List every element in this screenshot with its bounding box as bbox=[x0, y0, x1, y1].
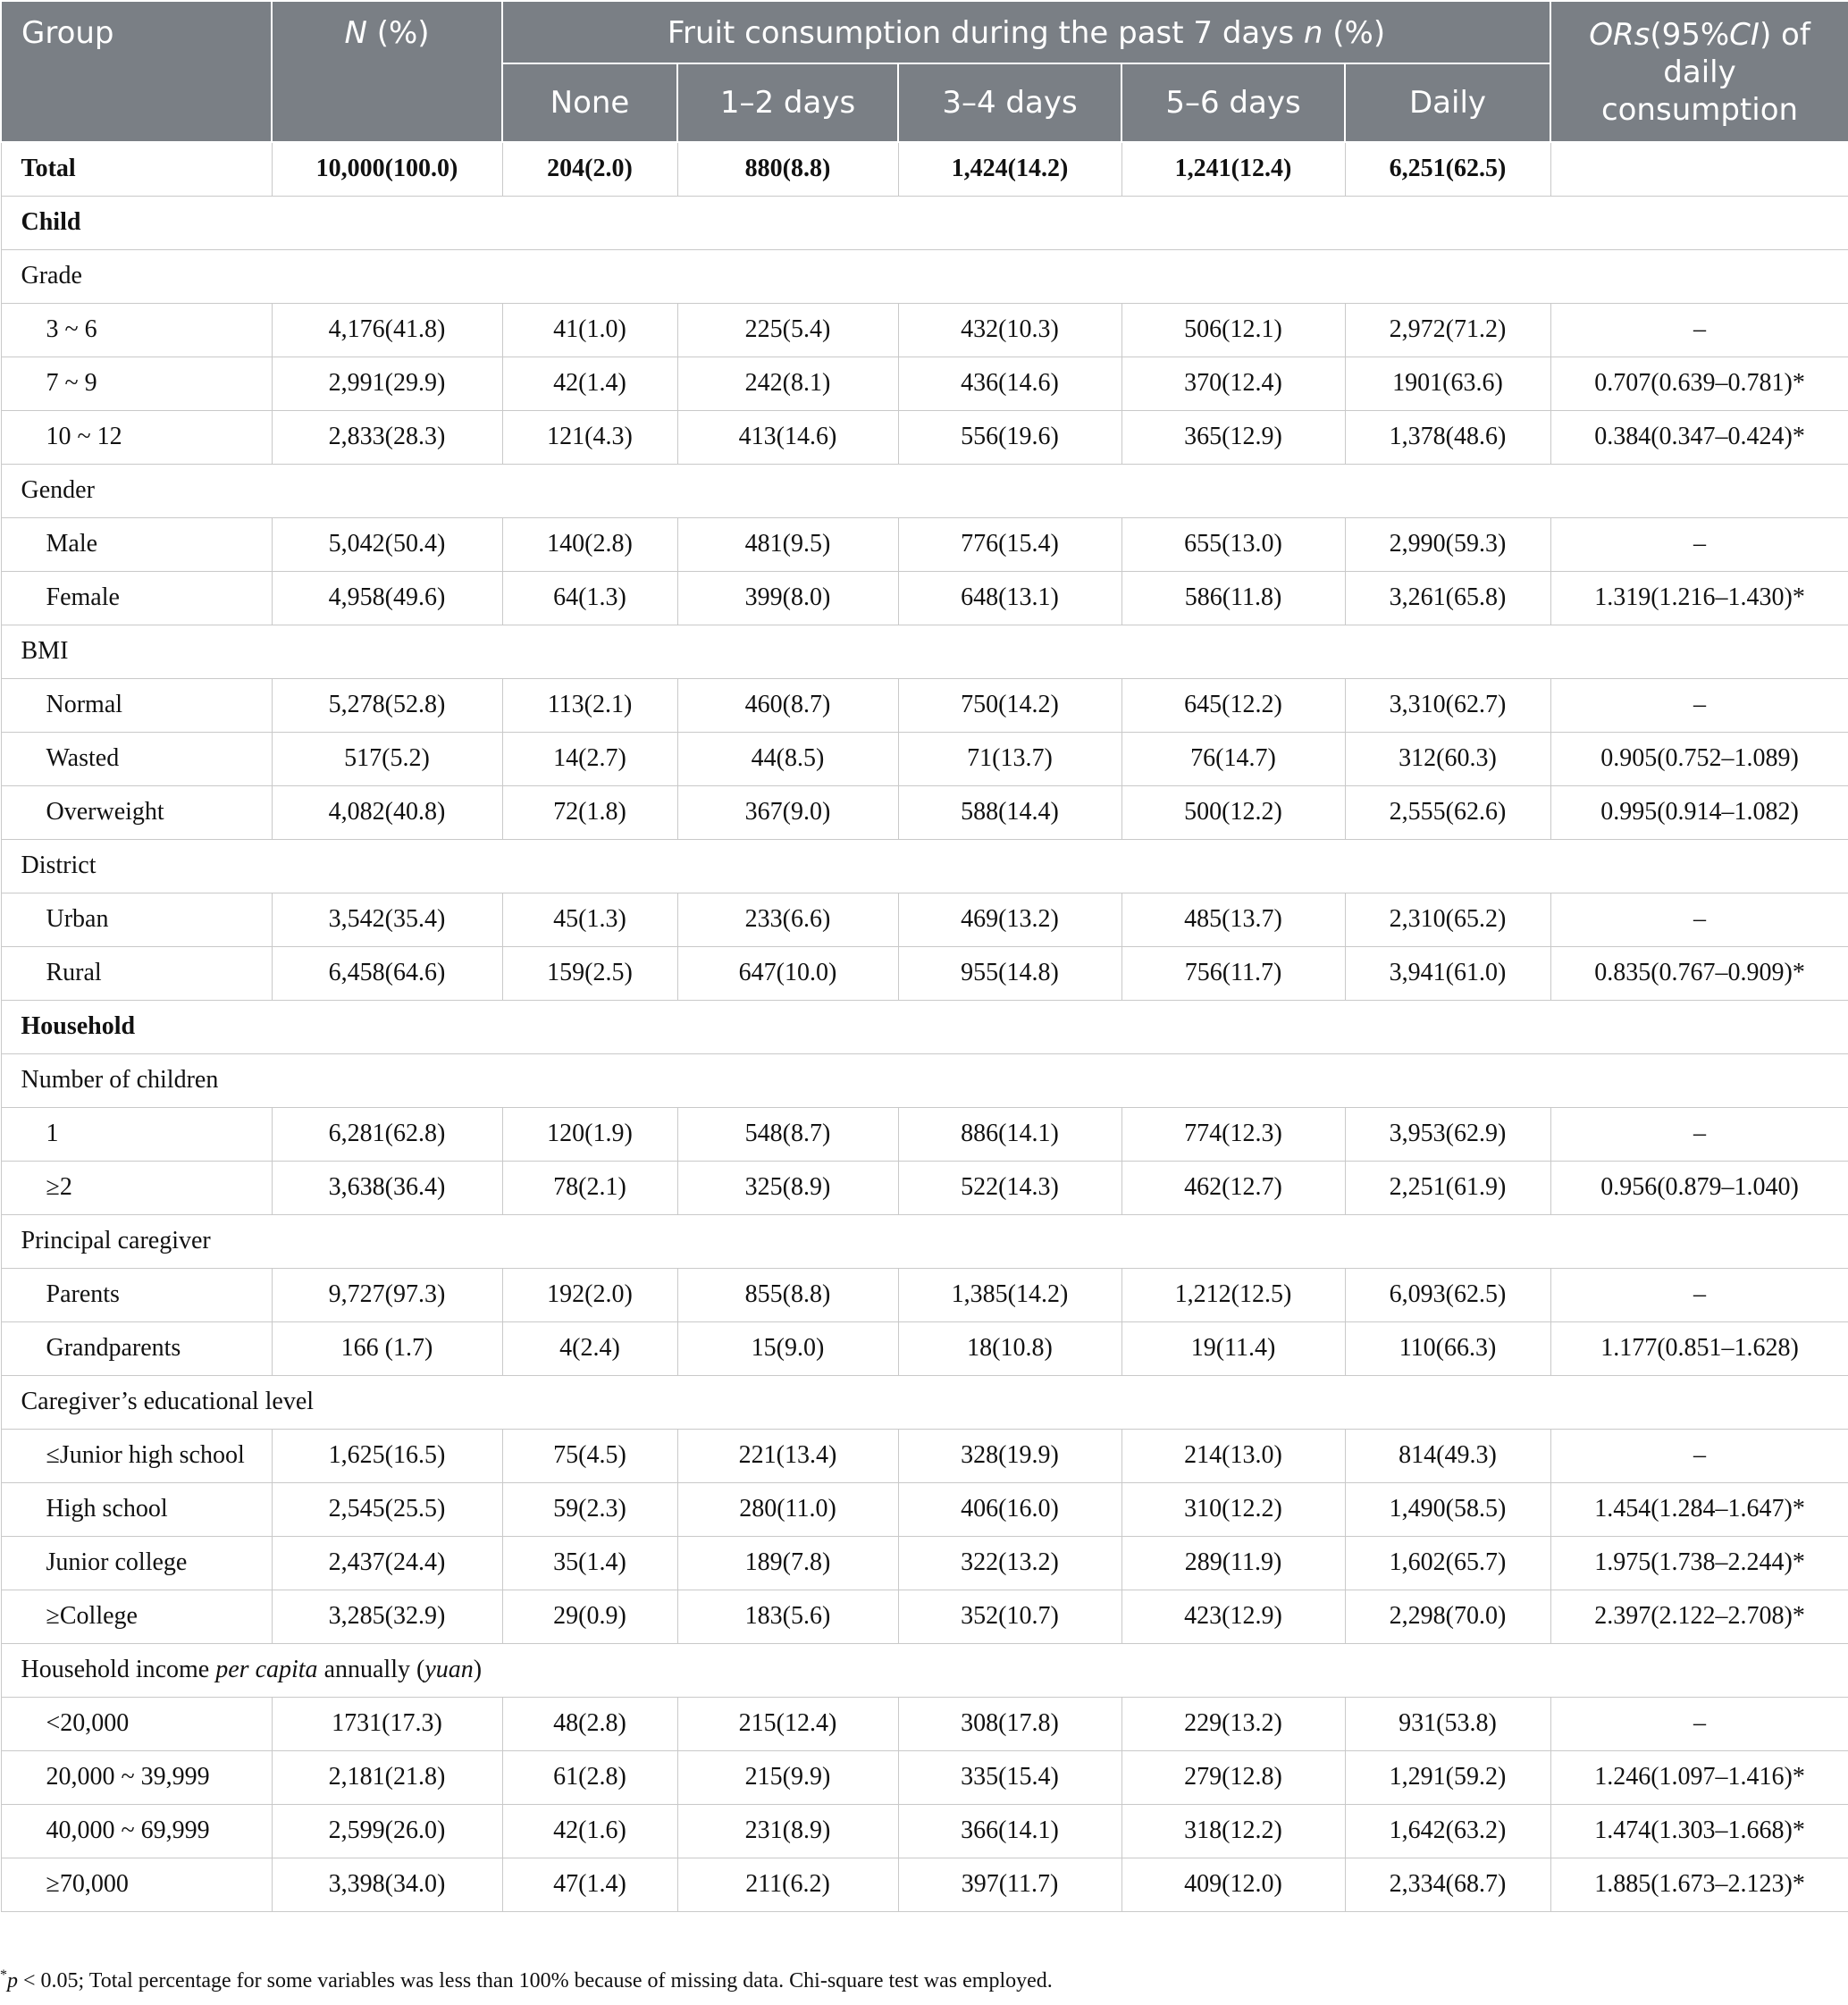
none-cell: 61(2.8) bbox=[502, 1750, 677, 1804]
section-label bbox=[1, 196, 1848, 249]
one-two-days-cell: 880(8.8) bbox=[677, 142, 898, 196]
none-cell: 42(1.4) bbox=[502, 357, 677, 410]
one-two-days-cell: 215(9.9) bbox=[677, 1750, 898, 1804]
daily-cell: 1,642(63.2) bbox=[1345, 1804, 1550, 1858]
none-cell: 192(2.0) bbox=[502, 1268, 677, 1321]
table-row bbox=[1, 357, 1848, 410]
or-ci-cell: 1.454(1.284–1.647)* bbox=[1550, 1482, 1848, 1536]
five-six-days-cell: 1,212(12.5) bbox=[1121, 1268, 1345, 1321]
daily-cell: 3,310(62.7) bbox=[1345, 678, 1550, 732]
three-four-days-cell: 432(10.3) bbox=[898, 303, 1121, 357]
label-part: District bbox=[21, 851, 97, 879]
n-percent-cell: 5,042(50.4) bbox=[272, 517, 502, 571]
ci-italic: CI bbox=[1729, 17, 1760, 53]
row-label: 20,000 ~ 39,999 bbox=[1, 1750, 272, 1804]
daily-cell: 6,251(62.5) bbox=[1345, 142, 1550, 196]
five-six-days-cell: 214(13.0) bbox=[1121, 1429, 1345, 1482]
row-label: Rural bbox=[1, 946, 272, 1000]
three-four-days-cell: 328(19.9) bbox=[898, 1429, 1121, 1482]
daily-cell: 814(49.3) bbox=[1345, 1429, 1550, 1482]
five-six-days-cell: 500(12.2) bbox=[1121, 785, 1345, 839]
none-cell: 120(1.9) bbox=[502, 1107, 677, 1161]
n-percent-cell: 2,991(29.9) bbox=[272, 357, 502, 410]
n-percent-rest: (%) bbox=[366, 15, 430, 51]
label-part: Child bbox=[21, 208, 81, 236]
five-six-days-cell: 365(12.9) bbox=[1121, 410, 1345, 464]
label-part: Principal caregiver bbox=[21, 1227, 211, 1254]
or-column-header bbox=[1550, 1, 1848, 142]
or-ci-cell: 2.397(2.122–2.708)* bbox=[1550, 1590, 1848, 1643]
three-four-days-cell: 335(15.4) bbox=[898, 1750, 1121, 1804]
or-ci-cell: 0.956(0.879–1.040) bbox=[1550, 1161, 1848, 1214]
or-ci-cell: 0.995(0.914–1.082) bbox=[1550, 785, 1848, 839]
one-two-days-cell: 15(9.0) bbox=[677, 1321, 898, 1375]
n-percent-cell: 1,625(16.5) bbox=[272, 1429, 502, 1482]
table-row bbox=[1, 1804, 1848, 1858]
category-row bbox=[1, 1053, 1848, 1107]
one-two-days-cell: 233(6.6) bbox=[677, 893, 898, 946]
row-label: <20,000 bbox=[1, 1697, 272, 1750]
table-row bbox=[1, 1697, 1848, 1750]
or-ci-cell: 1.474(1.303–1.668)* bbox=[1550, 1804, 1848, 1858]
daily-cell: 2,555(62.6) bbox=[1345, 785, 1550, 839]
daily-cell: 2,298(70.0) bbox=[1345, 1590, 1550, 1643]
n-percent-cell: 3,285(32.9) bbox=[272, 1590, 502, 1643]
subheader-5-6-days: 5–6 days bbox=[1121, 63, 1345, 142]
daily-cell: 1,490(58.5) bbox=[1345, 1482, 1550, 1536]
row-label: Urban bbox=[1, 893, 272, 946]
category-row bbox=[1, 464, 1848, 517]
daily-cell: 2,972(71.2) bbox=[1345, 303, 1550, 357]
three-four-days-cell: 322(13.2) bbox=[898, 1536, 1121, 1590]
label-part: yuan bbox=[424, 1656, 474, 1683]
row-label: Total bbox=[1, 142, 272, 196]
table-row bbox=[1, 1536, 1848, 1590]
n-percent-column-header bbox=[272, 1, 502, 142]
subheader-3-4-days: 3–4 days bbox=[898, 63, 1121, 142]
or-ci-cell: 1.177(0.851–1.628) bbox=[1550, 1321, 1848, 1375]
one-two-days-cell: 189(7.8) bbox=[677, 1536, 898, 1590]
category-label bbox=[1, 464, 1848, 517]
one-two-days-cell: 399(8.0) bbox=[677, 571, 898, 625]
label-part: Household bbox=[21, 1012, 136, 1040]
row-label: 3 ~ 6 bbox=[1, 303, 272, 357]
n-percent-cell: 10,000(100.0) bbox=[272, 142, 502, 196]
category-label bbox=[1, 1053, 1848, 1107]
one-two-days-cell: 280(11.0) bbox=[677, 1482, 898, 1536]
or-ci-cell: 1.246(1.097–1.416)* bbox=[1550, 1750, 1848, 1804]
label-part: BMI bbox=[21, 637, 69, 665]
row-label: 40,000 ~ 69,999 bbox=[1, 1804, 272, 1858]
none-cell: 59(2.3) bbox=[502, 1482, 677, 1536]
one-two-days-cell: 183(5.6) bbox=[677, 1590, 898, 1643]
row-label: High school bbox=[1, 1482, 272, 1536]
three-four-days-cell: 366(14.1) bbox=[898, 1804, 1121, 1858]
n-percent-cell: 517(5.2) bbox=[272, 732, 502, 785]
five-six-days-cell: 229(13.2) bbox=[1121, 1697, 1345, 1750]
three-four-days-cell: 397(11.7) bbox=[898, 1858, 1121, 1911]
daily-cell: 931(53.8) bbox=[1345, 1697, 1550, 1750]
or-ci-cell: 1.885(1.673–2.123)* bbox=[1550, 1858, 1848, 1911]
table-row bbox=[1, 303, 1848, 357]
or-ci-cell: – bbox=[1550, 1268, 1848, 1321]
table-row bbox=[1, 1321, 1848, 1375]
daily-cell: 3,941(61.0) bbox=[1345, 946, 1550, 1000]
three-four-days-cell: 1,424(14.2) bbox=[898, 142, 1121, 196]
three-four-days-cell: 71(13.7) bbox=[898, 732, 1121, 785]
one-two-days-cell: 460(8.7) bbox=[677, 678, 898, 732]
daily-cell: 3,953(62.9) bbox=[1345, 1107, 1550, 1161]
row-label: ≥2 bbox=[1, 1161, 272, 1214]
three-four-days-cell: 436(14.6) bbox=[898, 357, 1121, 410]
daily-cell: 1,602(65.7) bbox=[1345, 1536, 1550, 1590]
five-six-days-cell: 289(11.9) bbox=[1121, 1536, 1345, 1590]
one-two-days-cell: 367(9.0) bbox=[677, 785, 898, 839]
table-footnote bbox=[0, 1967, 1053, 1993]
table-row bbox=[1, 678, 1848, 732]
none-cell: 47(1.4) bbox=[502, 1858, 677, 1911]
daily-cell: 312(60.3) bbox=[1345, 732, 1550, 785]
n-percent-cell: 2,181(21.8) bbox=[272, 1750, 502, 1804]
or-post: ) of daily consumption bbox=[1600, 17, 1810, 128]
daily-cell: 2,990(59.3) bbox=[1345, 517, 1550, 571]
fruit-header-post: (%) bbox=[1323, 15, 1386, 51]
three-four-days-cell: 750(14.2) bbox=[898, 678, 1121, 732]
one-two-days-cell: 855(8.8) bbox=[677, 1268, 898, 1321]
category-row bbox=[1, 839, 1848, 893]
table-row bbox=[1, 410, 1848, 464]
or-ci-cell: – bbox=[1550, 1107, 1848, 1161]
three-four-days-cell: 406(16.0) bbox=[898, 1482, 1121, 1536]
row-label: ≥70,000 bbox=[1, 1858, 272, 1911]
three-four-days-cell: 18(10.8) bbox=[898, 1321, 1121, 1375]
or-mid: (95% bbox=[1650, 17, 1730, 53]
or-ci-cell: – bbox=[1550, 678, 1848, 732]
one-two-days-cell: 211(6.2) bbox=[677, 1858, 898, 1911]
three-four-days-cell: 648(13.1) bbox=[898, 571, 1121, 625]
three-four-days-cell: 469(13.2) bbox=[898, 893, 1121, 946]
or-ci-cell: – bbox=[1550, 517, 1848, 571]
label-part: Number of children bbox=[21, 1066, 219, 1094]
footnote-p: p bbox=[7, 1969, 18, 1992]
table-row bbox=[1, 785, 1848, 839]
or-ci-cell: 1.319(1.216–1.430)* bbox=[1550, 571, 1848, 625]
n-percent-cell: 9,727(97.3) bbox=[272, 1268, 502, 1321]
none-cell: 35(1.4) bbox=[502, 1536, 677, 1590]
five-six-days-cell: 409(12.0) bbox=[1121, 1858, 1345, 1911]
none-cell: 45(1.3) bbox=[502, 893, 677, 946]
or-ci-cell: – bbox=[1550, 893, 1848, 946]
or-ci-cell: – bbox=[1550, 303, 1848, 357]
category-row bbox=[1, 625, 1848, 678]
table-header bbox=[1, 1, 1848, 142]
subheader-1-2-days: 1–2 days bbox=[677, 63, 898, 142]
footnote-text: < 0.05; Total percentage for some variables was less than 100% because of missing data. Chi-square test was employed. bbox=[18, 1969, 1053, 1992]
one-two-days-cell: 215(12.4) bbox=[677, 1697, 898, 1750]
category-label bbox=[1, 249, 1848, 303]
subheader-daily: Daily bbox=[1345, 63, 1550, 142]
table-row bbox=[1, 1858, 1848, 1911]
label-part: Caregiver’s educational level bbox=[21, 1388, 315, 1415]
three-four-days-cell: 308(17.8) bbox=[898, 1697, 1121, 1750]
label-part: annually ( bbox=[317, 1656, 425, 1683]
n-percent-cell: 5,278(52.8) bbox=[272, 678, 502, 732]
one-two-days-cell: 225(5.4) bbox=[677, 303, 898, 357]
label-part: Gender bbox=[21, 476, 95, 504]
subheader-none: None bbox=[502, 63, 677, 142]
label-part: Grade bbox=[21, 262, 82, 289]
five-six-days-cell: 645(12.2) bbox=[1121, 678, 1345, 732]
one-two-days-cell: 231(8.9) bbox=[677, 1804, 898, 1858]
n-percent-cell: 166 (1.7) bbox=[272, 1321, 502, 1375]
three-four-days-cell: 955(14.8) bbox=[898, 946, 1121, 1000]
one-two-days-cell: 647(10.0) bbox=[677, 946, 898, 1000]
none-cell: 72(1.8) bbox=[502, 785, 677, 839]
five-six-days-cell: 279(12.8) bbox=[1121, 1750, 1345, 1804]
or-ci-cell: 0.707(0.639–0.781)* bbox=[1550, 357, 1848, 410]
three-four-days-cell: 588(14.4) bbox=[898, 785, 1121, 839]
three-four-days-cell: 886(14.1) bbox=[898, 1107, 1121, 1161]
row-label: 7 ~ 9 bbox=[1, 357, 272, 410]
five-six-days-cell: 318(12.2) bbox=[1121, 1804, 1345, 1858]
table-row bbox=[1, 517, 1848, 571]
none-cell: 29(0.9) bbox=[502, 1590, 677, 1643]
or-ci-cell: 0.384(0.347–0.424)* bbox=[1550, 410, 1848, 464]
footnote-star: * bbox=[0, 1967, 7, 1983]
n-italic: N bbox=[344, 15, 367, 51]
n-percent-cell: 1731(17.3) bbox=[272, 1697, 502, 1750]
one-two-days-cell: 325(8.9) bbox=[677, 1161, 898, 1214]
daily-cell: 1,378(48.6) bbox=[1345, 410, 1550, 464]
row-label: ≥College bbox=[1, 1590, 272, 1643]
five-six-days-cell: 506(12.1) bbox=[1121, 303, 1345, 357]
or-ci-cell bbox=[1550, 142, 1848, 196]
table-row bbox=[1, 893, 1848, 946]
n-percent-cell: 4,176(41.8) bbox=[272, 303, 502, 357]
label-part: per capita bbox=[215, 1656, 318, 1683]
one-two-days-cell: 44(8.5) bbox=[677, 732, 898, 785]
group-column-header: Group bbox=[1, 1, 272, 142]
row-label: Female bbox=[1, 571, 272, 625]
n-percent-cell: 3,638(36.4) bbox=[272, 1161, 502, 1214]
category-row bbox=[1, 249, 1848, 303]
table-row bbox=[1, 946, 1848, 1000]
none-cell: 64(1.3) bbox=[502, 571, 677, 625]
n-percent-cell: 6,458(64.6) bbox=[272, 946, 502, 1000]
n-percent-cell: 2,437(24.4) bbox=[272, 1536, 502, 1590]
five-six-days-cell: 462(12.7) bbox=[1121, 1161, 1345, 1214]
category-label bbox=[1, 1643, 1848, 1697]
or-ci-cell: – bbox=[1550, 1697, 1848, 1750]
daily-cell: 2,334(68.7) bbox=[1345, 1858, 1550, 1911]
three-four-days-cell: 522(14.3) bbox=[898, 1161, 1121, 1214]
or-ci-cell: 0.905(0.752–1.089) bbox=[1550, 732, 1848, 785]
five-six-days-cell: 370(12.4) bbox=[1121, 357, 1345, 410]
category-row bbox=[1, 1375, 1848, 1429]
section-label bbox=[1, 1000, 1848, 1053]
daily-cell: 2,310(65.2) bbox=[1345, 893, 1550, 946]
n-percent-cell: 2,833(28.3) bbox=[272, 410, 502, 464]
table-row bbox=[1, 571, 1848, 625]
none-cell: 14(2.7) bbox=[502, 732, 677, 785]
one-two-days-cell: 481(9.5) bbox=[677, 517, 898, 571]
table-row bbox=[1, 1107, 1848, 1161]
none-cell: 204(2.0) bbox=[502, 142, 677, 196]
category-label bbox=[1, 625, 1848, 678]
row-label: Junior college bbox=[1, 1536, 272, 1590]
category-label bbox=[1, 1214, 1848, 1268]
daily-cell: 1901(63.6) bbox=[1345, 357, 1550, 410]
none-cell: 78(2.1) bbox=[502, 1161, 677, 1214]
one-two-days-cell: 242(8.1) bbox=[677, 357, 898, 410]
none-cell: 48(2.8) bbox=[502, 1697, 677, 1750]
category-label bbox=[1, 1375, 1848, 1429]
none-cell: 121(4.3) bbox=[502, 410, 677, 464]
n-percent-cell: 4,958(49.6) bbox=[272, 571, 502, 625]
table-body bbox=[1, 142, 1848, 1911]
none-cell: 4(2.4) bbox=[502, 1321, 677, 1375]
five-six-days-cell: 76(14.7) bbox=[1121, 732, 1345, 785]
or-ci-cell: – bbox=[1550, 1429, 1848, 1482]
table-row bbox=[1, 1429, 1848, 1482]
table-row bbox=[1, 1161, 1848, 1214]
label-part: Household income bbox=[21, 1656, 216, 1683]
none-cell: 159(2.5) bbox=[502, 946, 677, 1000]
five-six-days-cell: 485(13.7) bbox=[1121, 893, 1345, 946]
row-label: Overweight bbox=[1, 785, 272, 839]
three-four-days-cell: 776(15.4) bbox=[898, 517, 1121, 571]
five-six-days-cell: 1,241(12.4) bbox=[1121, 142, 1345, 196]
n-percent-cell: 3,542(35.4) bbox=[272, 893, 502, 946]
three-four-days-cell: 556(19.6) bbox=[898, 410, 1121, 464]
one-two-days-cell: 548(8.7) bbox=[677, 1107, 898, 1161]
row-label: Normal bbox=[1, 678, 272, 732]
row-label: 10 ~ 12 bbox=[1, 410, 272, 464]
daily-cell: 3,261(65.8) bbox=[1345, 571, 1550, 625]
category-row bbox=[1, 1643, 1848, 1697]
n-percent-cell: 4,082(40.8) bbox=[272, 785, 502, 839]
row-label: Parents bbox=[1, 1268, 272, 1321]
fruit-consumption-header bbox=[502, 1, 1550, 63]
fruit-header-pre: Fruit consumption during the past 7 days bbox=[667, 15, 1304, 51]
n-percent-cell: 3,398(34.0) bbox=[272, 1858, 502, 1911]
row-label: Male bbox=[1, 517, 272, 571]
or-ci-cell: 0.835(0.767–0.909)* bbox=[1550, 946, 1848, 1000]
none-cell: 42(1.6) bbox=[502, 1804, 677, 1858]
table-row bbox=[1, 1268, 1848, 1321]
one-two-days-cell: 221(13.4) bbox=[677, 1429, 898, 1482]
row-label: ≤Junior high school bbox=[1, 1429, 272, 1482]
table-row bbox=[1, 142, 1848, 196]
three-four-days-cell: 1,385(14.2) bbox=[898, 1268, 1121, 1321]
five-six-days-cell: 423(12.9) bbox=[1121, 1590, 1345, 1643]
one-two-days-cell: 413(14.6) bbox=[677, 410, 898, 464]
none-cell: 75(4.5) bbox=[502, 1429, 677, 1482]
table-row bbox=[1, 1590, 1848, 1643]
or-ci-cell: 1.975(1.738–2.244)* bbox=[1550, 1536, 1848, 1590]
category-label bbox=[1, 839, 1848, 893]
none-cell: 113(2.1) bbox=[502, 678, 677, 732]
n-percent-cell: 2,599(26.0) bbox=[272, 1804, 502, 1858]
row-label: 1 bbox=[1, 1107, 272, 1161]
five-six-days-cell: 310(12.2) bbox=[1121, 1482, 1345, 1536]
fruit-header-n: n bbox=[1303, 15, 1323, 51]
table-row bbox=[1, 1482, 1848, 1536]
five-six-days-cell: 756(11.7) bbox=[1121, 946, 1345, 1000]
table-row bbox=[1, 1750, 1848, 1804]
daily-cell: 6,093(62.5) bbox=[1345, 1268, 1550, 1321]
or-italic: ORs bbox=[1589, 17, 1651, 53]
five-six-days-cell: 19(11.4) bbox=[1121, 1321, 1345, 1375]
daily-cell: 1,291(59.2) bbox=[1345, 1750, 1550, 1804]
category-row bbox=[1, 1214, 1848, 1268]
row-label: Grandparents bbox=[1, 1321, 272, 1375]
n-percent-cell: 2,545(25.5) bbox=[272, 1482, 502, 1536]
five-six-days-cell: 586(11.8) bbox=[1121, 571, 1345, 625]
section-row bbox=[1, 1000, 1848, 1053]
daily-cell: 110(66.3) bbox=[1345, 1321, 1550, 1375]
daily-cell: 2,251(61.9) bbox=[1345, 1161, 1550, 1214]
three-four-days-cell: 352(10.7) bbox=[898, 1590, 1121, 1643]
table-row bbox=[1, 732, 1848, 785]
five-six-days-cell: 655(13.0) bbox=[1121, 517, 1345, 571]
five-six-days-cell: 774(12.3) bbox=[1121, 1107, 1345, 1161]
none-cell: 140(2.8) bbox=[502, 517, 677, 571]
none-cell: 41(1.0) bbox=[502, 303, 677, 357]
section-row bbox=[1, 196, 1848, 249]
n-percent-cell: 6,281(62.8) bbox=[272, 1107, 502, 1161]
label-part: ) bbox=[473, 1656, 483, 1683]
row-label: Wasted bbox=[1, 732, 272, 785]
